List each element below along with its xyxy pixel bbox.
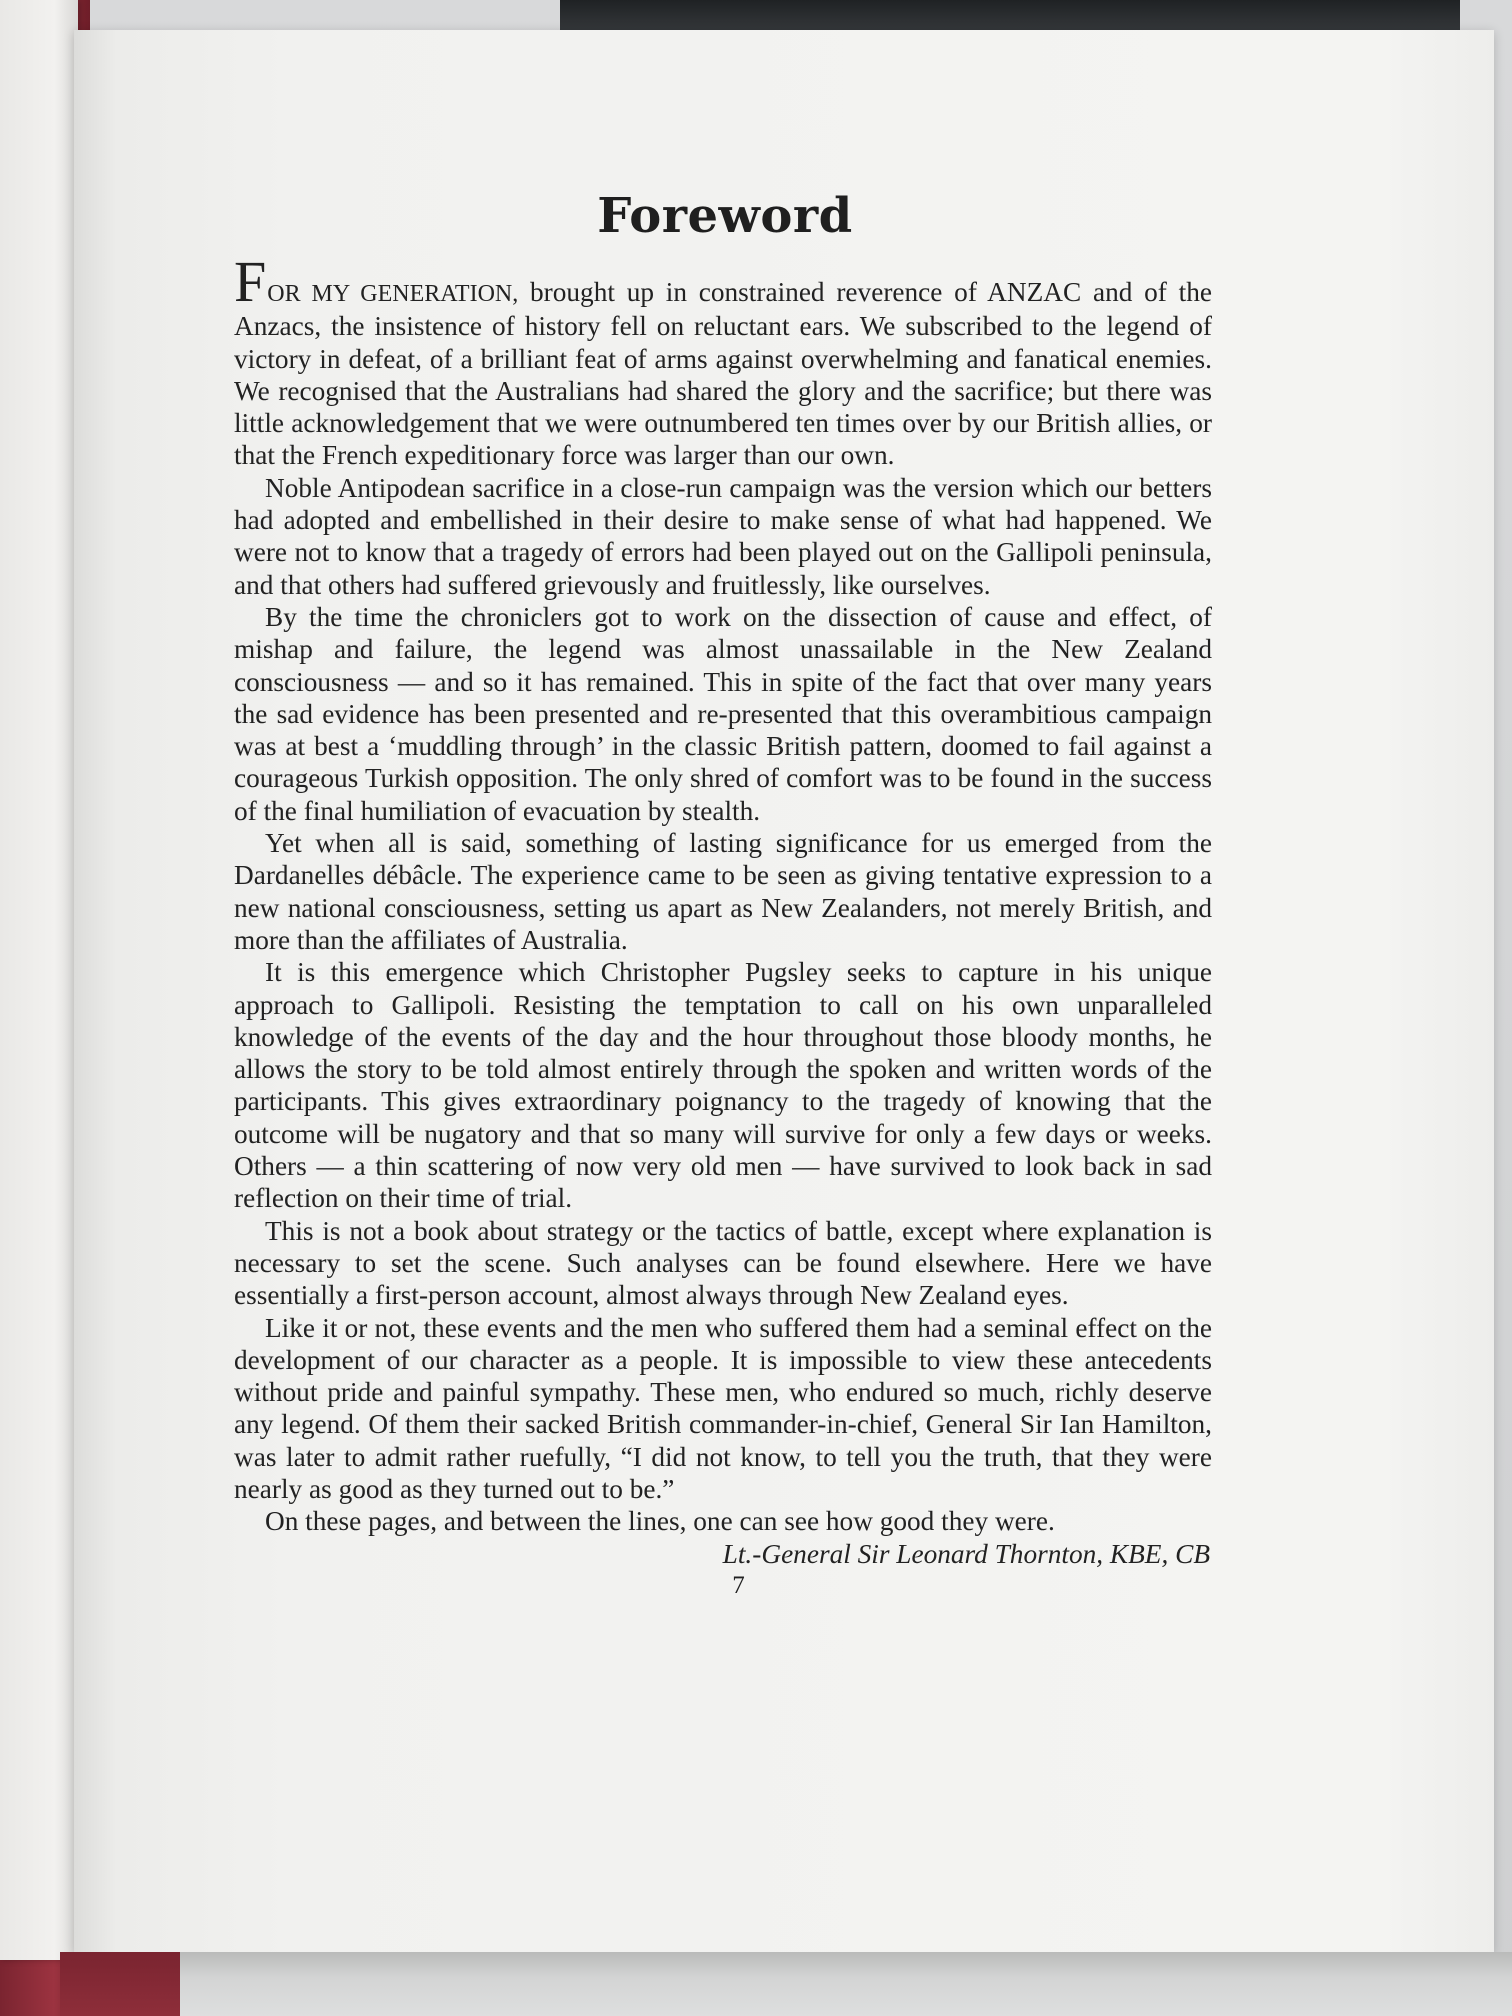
paragraph-1-text: brought up in constrained reverence of ANZAC and of the Anzacs, the insistence of history fell on reluctant ears. We subscribed to the legend of victory in defeat, of a brilliant feat of arms against overwhelming and fanatical enemies. We recognised that the Australians had shared the glory and the sacrifice; but there was little acknowledgement that we were outnumbered ten times over by our British allies, or that the French expeditionary force was larger than our own. xyxy=(234,277,1212,471)
left-page-edge xyxy=(0,0,78,1960)
paragraph-5: It is this emergence which Christopher Pugsley seeks to capture in his unique approach to Gallipoli. Resisting the temptation to call on his own unparalleled knowledge of the events of the day and the hour throughout those bloody months, he allows the story to be told almost entirely through the spoken and written words of the participants. This gives extraordinary poignancy to the tragedy of knowing that the outcome will be nugatory and that so many will survive for only a few days or weeks. Others — a thin scattering of now very old men — have survived to look back in sad reflection on their time of trial. xyxy=(234,957,1212,1214)
paragraph-3: By the time the chroniclers got to work on the dissection of cause and effect, of mishap and failure, the legend was almost unassailable in the New Zealand consciousness — and so it has remained. This in spite of the fact that over many years the sad evidence has been presented and re-presented that this overambitious campaign was at best a ‘muddling through’ in the classic British pattern, doomed to fail against a courageous Turkish opposition. The only shred of comfort was to be found in the success of the final humiliation of evacuation by stealth. xyxy=(234,601,1212,826)
lead-smallcaps: OR MY GENERATION, xyxy=(267,281,519,307)
paragraph-7: Like it or not, these events and the men who suffered them had a seminal effect on the development of our character as a people. It is impossible to view these antecedents without pride and painful sympathy. These men, who endured so much, richly deserve any legend. Of them their sacked British commander-in-chief, General Sir Ian Hamilton, was later to admit rather ruefully, “I did not know, to tell you the truth, that they were nearly as good as they turned out to be.” xyxy=(234,1312,1212,1504)
signature: Lt.-General Sir Leonard Thornton, KBE, CB xyxy=(722,1538,1210,1569)
paragraph-1 xyxy=(234,249,1212,472)
paragraph-2: Noble Antipodean sacrifice in a close-run campaign was the version which our betters had adopted and embellished in their desire to make sense of what had happened. We were not to know that a tragedy of errors had been played out on the Gallipoli peninsula, and that others had suffered grievously and fruitlessly, like ourselves. xyxy=(234,472,1212,600)
page-title: Foreword xyxy=(597,188,853,244)
drop-cap: F xyxy=(234,249,267,314)
foreword-body xyxy=(234,249,1212,1602)
page-number: 7 xyxy=(732,1571,745,1599)
book-cover-bottom xyxy=(60,1952,180,2016)
paragraph-8: On these pages, and between the lines, one can see how good they were. xyxy=(265,1506,1055,1537)
paragraph-6: This is not a book about strategy or the tactics of battle, except where explanation is necessary to set the scene. Such analyses can be found elsewhere. Here we have essentially a first-person account, almost always through New Zealand eyes. xyxy=(234,1215,1212,1311)
table-surface xyxy=(60,1952,1512,2016)
paragraph-4: Yet when all is said, something of lasting significance for us emerged from the Dardanelles débâcle. The experience came to be seen as giving tentative expression to a new national consciousness, setting us apart as New Zealanders, not merely British, and more than the affiliates of Australia. xyxy=(234,828,1212,955)
